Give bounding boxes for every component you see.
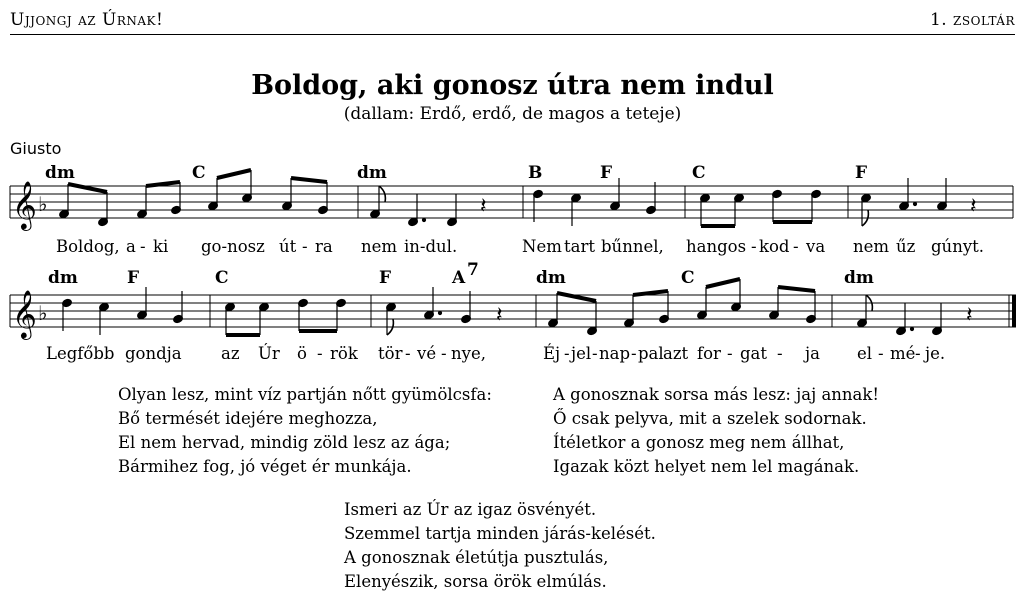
lyric-syllable: Nem [522, 237, 562, 256]
lyric-syllable: in-dul. [404, 237, 458, 256]
lyric-syllable: azt [663, 344, 689, 363]
lyric-syllable: - [915, 344, 921, 363]
lyric-syllable: - [441, 344, 447, 363]
key-signature-flat: ♭ [38, 192, 48, 216]
chord-symbol: dm [536, 268, 566, 288]
lyric-syllable: ö [297, 344, 307, 363]
verse-block-right [553, 383, 879, 479]
lyric-syllable: ki [153, 237, 169, 256]
lyric-syllable: je. [925, 344, 946, 363]
lyric-syllable: vé [417, 344, 437, 363]
key-signature-flat: ♭ [38, 301, 48, 325]
svg-text:𝄽: 𝄽 [970, 194, 977, 219]
verse-line: Olyan lesz, mint víz partján nőtt gyümölcsfa: [118, 385, 492, 404]
chord-symbol: F [855, 163, 868, 183]
lyric-syllable: bűnnel, [601, 237, 664, 256]
lyrics-line-2 [46, 343, 945, 363]
chord-symbols-2 [48, 260, 874, 288]
verse-line: Ismeri az Úr az igaz ösvényét. [344, 500, 597, 519]
chord-symbols-1 [45, 163, 867, 183]
chord-symbol: B [528, 163, 543, 183]
lyric-syllable: pal [638, 344, 664, 363]
verse-line: Ítéletkor a gonosz meg nem állhat, [553, 433, 845, 452]
svg-text:𝄽: 𝄽 [496, 303, 503, 328]
lyric-syllable: go-nosz [201, 237, 265, 256]
lyric-syllable: gúnyt. [931, 237, 985, 256]
verse-line: Igazak közt helyet nem lel magának. [553, 457, 860, 476]
lyric-syllable: tart [564, 237, 595, 256]
staff-system-1 [10, 163, 1013, 256]
verse-line: Bő termését idejére meghozza, [118, 409, 378, 428]
verse-line: Ő csak pelyva, mit a szelek sodornak. [553, 409, 867, 428]
chord-symbol: dm [48, 268, 78, 288]
lyric-syllable: Boldog, [56, 237, 120, 256]
lyric-syllable: - [751, 237, 757, 256]
chord-symbol: C [215, 268, 229, 288]
verse-line: Bármihez fog, jó véget ér munkája. [118, 457, 412, 476]
lyric-syllable: hangos [686, 237, 747, 256]
chord-symbol: F [127, 268, 140, 288]
lyric-syllable: Éj [543, 344, 561, 363]
lyric-syllable: - [317, 344, 323, 363]
notes-measure-4 [700, 189, 822, 226]
chord-symbol: dm [357, 163, 387, 183]
lyric-syllable: - [631, 344, 637, 363]
lyric-syllable: ja [805, 344, 820, 363]
lyric-syllable: nem [361, 237, 398, 256]
notes-measure-10 [857, 295, 973, 336]
verse-block-center [344, 498, 656, 594]
chord-symbol: F [600, 163, 613, 183]
lyric-syllable: tör [378, 344, 403, 363]
verse-line: A gonosznak életútja pusztulás, [344, 548, 609, 567]
lyric-syllable: for [697, 344, 721, 363]
verse-line: Elenyészik, sorsa örök elmúlás. [344, 572, 607, 591]
chord-symbol: dm [45, 163, 75, 183]
verse-line: A gonosznak sorsa más lesz: jaj annak! [553, 385, 879, 404]
lyrics-line-1 [56, 237, 984, 256]
lyric-syllable: - [405, 344, 411, 363]
verse-line: Szemmel tartja minden járás-kelését. [344, 524, 656, 543]
lyric-syllable: Legfőbb [46, 344, 115, 363]
final-barline [1012, 295, 1016, 327]
lyric-syllable: - [564, 344, 570, 363]
chord-symbol: A [452, 268, 466, 288]
chord-symbol: C [681, 268, 695, 288]
notes-measure-7 [225, 298, 347, 335]
tempo-marking: Giusto [10, 139, 62, 158]
lyric-syllable: nap [599, 344, 631, 363]
song-subtitle: (dallam: Erdő, erdő, de magos a teteje) [343, 104, 682, 124]
treble-clef: 𝄞 [12, 180, 37, 229]
lyric-syllable: el [857, 344, 873, 363]
verse-block-left [118, 383, 492, 479]
lyric-syllable: - [878, 344, 884, 363]
svg-text:𝄽: 𝄽 [480, 194, 487, 219]
lyric-syllable: rök [330, 344, 358, 363]
chord-superscript: 7 [467, 260, 479, 280]
treble-clef: 𝄞 [12, 289, 37, 338]
lyric-syllable: - [140, 237, 146, 256]
lyric-syllable: kod [759, 237, 790, 256]
lyric-syllable: mé [890, 344, 916, 363]
lyric-syllable: nem [853, 237, 890, 256]
lyric-syllable: - [592, 344, 598, 363]
verse-line: El nem hervad, mindig zöld lesz az ága; [118, 433, 451, 452]
header-right-psalm-number: 1. zsoltár [929, 10, 1015, 30]
lyric-syllable: gat [740, 344, 768, 363]
lyric-syllable: - [302, 237, 308, 256]
svg-text:𝄽: 𝄽 [966, 303, 973, 328]
lyric-syllable: va [806, 237, 826, 256]
chord-symbol: C [692, 163, 706, 183]
header-left-title: Ujjongj az Úrnak! [10, 10, 164, 30]
lyric-syllable: - [793, 237, 799, 256]
lyric-syllable: - [777, 344, 783, 363]
notes-measure-2 [370, 186, 487, 227]
staff-system-2 [10, 260, 1016, 363]
lyric-syllable: - [727, 344, 733, 363]
lyric-syllable: a [126, 237, 136, 256]
lyric-syllable: nye, [451, 344, 486, 363]
chord-symbol: dm [844, 268, 874, 288]
lyric-syllable: gondja [125, 344, 182, 363]
lyric-syllable: ra [315, 237, 333, 256]
lyric-syllable: Úr [258, 344, 280, 363]
lyric-syllable: űz [896, 237, 916, 256]
chord-symbol: C [192, 163, 206, 183]
chord-symbol: F [379, 268, 392, 288]
lyric-syllable: út [279, 237, 297, 256]
song-title: Boldog, aki gonosz útra nem indul [251, 70, 774, 101]
lyric-syllable: jel [571, 344, 592, 363]
lyric-syllable: az [221, 344, 240, 363]
